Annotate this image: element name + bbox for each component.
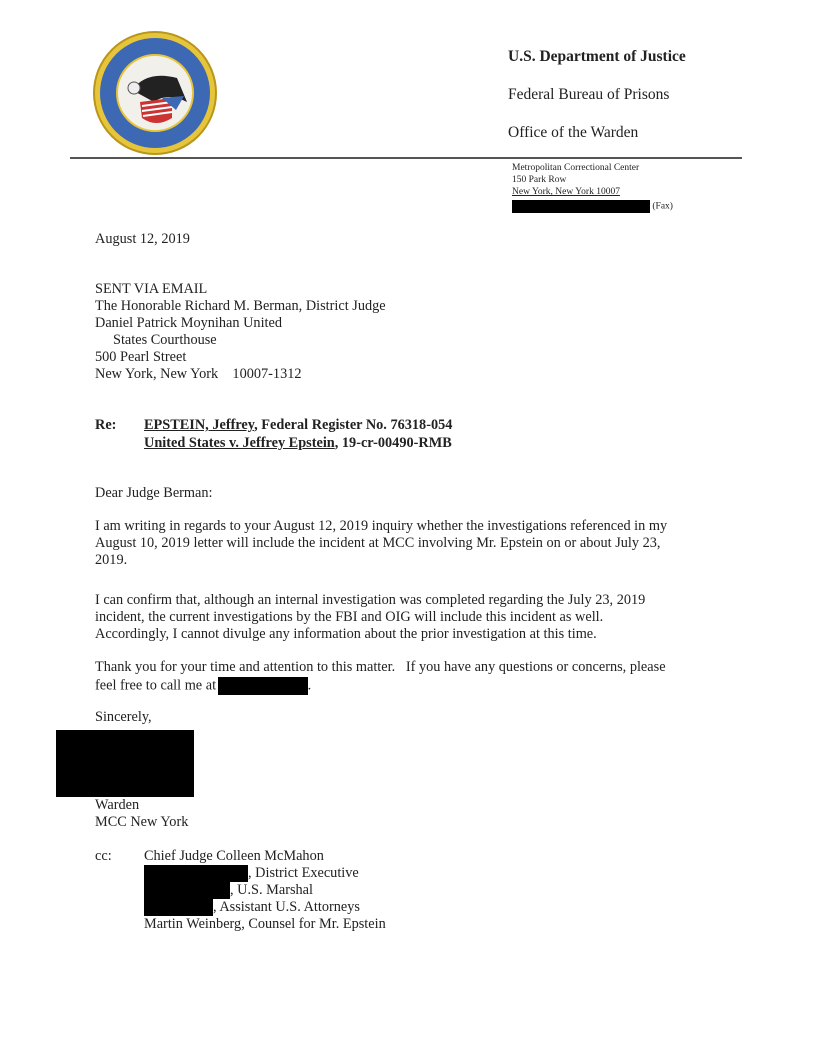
re-label: Re: [95, 417, 117, 433]
cc-role: , Assistant U.S. Attorneys [213, 899, 360, 915]
paragraph-line [95, 677, 311, 695]
address-line: Metropolitan Correctional Center [512, 163, 640, 173]
re-line-2 [144, 435, 452, 452]
doj-bop-seal [92, 30, 218, 156]
address-line: New York, New York 10007 [512, 187, 620, 197]
signer-title: Warden [95, 797, 140, 813]
re-case-no: , 19-cr-00490-RMB [334, 435, 452, 451]
recipient-line: The Honorable Richard M. Berman, District Judge [95, 298, 386, 314]
paragraph-line: I am writing in regards to your August 12, 2019 inquiry whether the investigations referenced in my [95, 518, 668, 534]
cc-label: cc: [95, 848, 112, 864]
redaction [144, 865, 248, 882]
cc-role: , District Executive [248, 865, 359, 881]
address-line: 150 Park Row [512, 175, 567, 185]
dept-name: U.S. Department of Justice [508, 48, 686, 65]
signature-redaction [56, 730, 194, 797]
re-name: EPSTEIN, Jeffrey [144, 417, 255, 433]
recipient-line: SENT VIA EMAIL [95, 281, 208, 297]
closing: Sincerely, [95, 709, 152, 725]
cc-line: Chief Judge Colleen McMahon [144, 848, 324, 864]
redaction [144, 882, 230, 899]
recipient-line: 500 Pearl Street [95, 349, 187, 365]
salutation: Dear Judge Berman: [95, 485, 213, 501]
cc-line [144, 899, 360, 916]
re-register: , Federal Register No. 76318-054 [254, 417, 453, 433]
recipient-line: States Courthouse [113, 332, 217, 348]
paragraph-line: August 10, 2019 letter will include the incident at MCC involving Mr. Epstein on or about July 23, [95, 535, 661, 551]
cc-role: , U.S. Marshal [230, 882, 313, 898]
signer-org: MCC New York [95, 814, 189, 830]
bureau-name: Federal Bureau of Prisons [508, 86, 670, 103]
redaction [218, 677, 308, 695]
office-name: Office of the Warden [508, 124, 639, 141]
cc-line [144, 882, 313, 899]
header-rule [70, 157, 742, 159]
redaction [512, 200, 650, 213]
fax-line [512, 200, 673, 213]
phone-lead: feel free to call me at [95, 677, 217, 694]
letter-date: August 12, 2019 [95, 231, 190, 247]
re-line-1 [144, 417, 452, 434]
redaction [144, 899, 213, 916]
cc-line [144, 865, 359, 882]
paragraph-line: I can confirm that, although an internal investigation was completed regarding the July 23, 2019 [95, 592, 646, 608]
re-case: United States v. Jeffrey Epstein [144, 435, 335, 451]
paragraph-line: Thank you for your time and attention to this matter. If you have any questions or concerns, please [95, 659, 666, 675]
paragraph-line: Accordingly, I cannot divulge any information about the prior investigation at this time. [95, 626, 597, 642]
fax-label: (Fax) [652, 201, 673, 212]
cc-line: Martin Weinberg, Counsel for Mr. Epstein [144, 916, 386, 932]
paragraph-line: 2019. [95, 552, 128, 568]
paragraph-line: incident, the current investigations by the FBI and OIG will include this incident as well. [95, 609, 604, 625]
period: . [307, 677, 312, 694]
recipient-line: Daniel Patrick Moynihan United [95, 315, 283, 331]
recipient-line: New York, New York 10007-1312 [95, 366, 302, 382]
